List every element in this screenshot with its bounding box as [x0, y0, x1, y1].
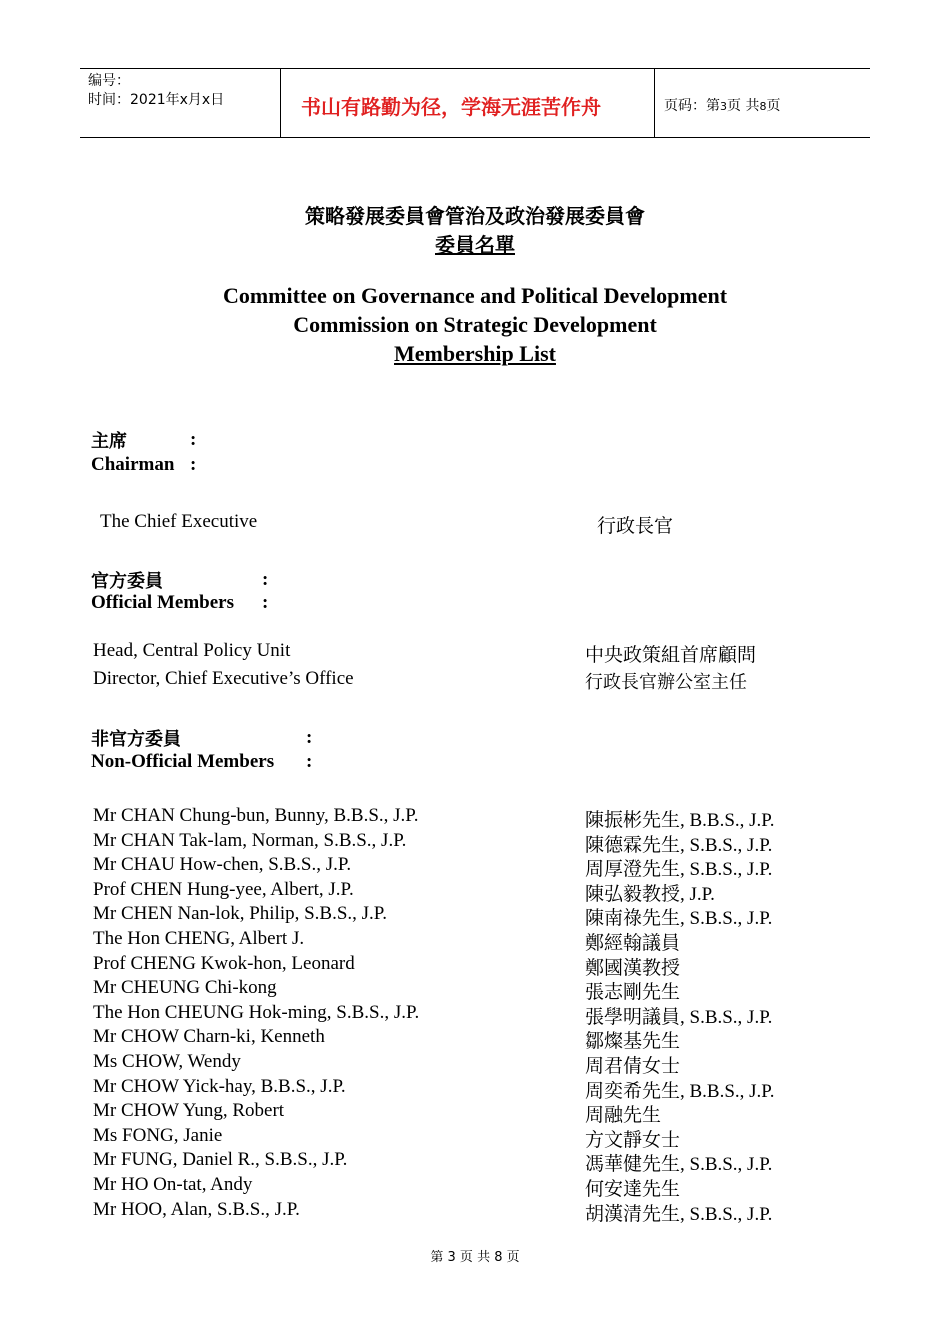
member-name-en: Director, Chief Executive’s Office [93, 668, 354, 689]
member-name-en: Mr CHEUNG Chi-kong [93, 977, 277, 999]
member-name-zh: 陳弘毅教授, J.P. [585, 883, 715, 905]
document-number-label: 编号： [88, 73, 130, 89]
member-name-zh: 周融先生 [585, 1105, 662, 1127]
member-name-en: Prof CHEN Hung-yee, Albert, J.P. [93, 878, 354, 900]
non-official-colon-zh: : [306, 727, 313, 748]
header-motto-cell [281, 69, 655, 137]
page-total: 8 [759, 100, 767, 113]
member-row [0, 1149, 950, 1176]
member-name-en: Mr HOO, Alan, S.B.S., J.P. [93, 1198, 300, 1220]
member-row [0, 977, 950, 1004]
page-current: 3 [720, 100, 727, 113]
member-name-en: Ms CHOW, Wendy [93, 1051, 241, 1072]
title-zh-line1: 策略發展委員會管治及政治發展委員會 [305, 204, 645, 228]
official-row [0, 640, 950, 664]
header-page-cell [655, 69, 870, 137]
member-row [0, 830, 950, 854]
footer-word: 页 [506, 1250, 520, 1265]
header-meta [80, 69, 281, 137]
official-colon-zh: : [262, 569, 269, 590]
chairman-row [0, 511, 950, 535]
member-row [0, 1174, 950, 1198]
member-name-en: Mr CHAN Chung-bun, Bunny, B.B.S., J.P. [93, 805, 419, 826]
member-name-en: Mr CHOW Charn-ki, Kenneth [93, 1026, 325, 1048]
member-name-zh: 鄭經翰議員 [585, 933, 681, 954]
member-name-en: Mr CHAN Tak-lam, Norman, S.B.S., J.P. [93, 829, 407, 851]
header-page-number [664, 95, 780, 115]
member-row [0, 854, 950, 881]
non-official-colon-en: : [306, 751, 313, 772]
header-motto: 书山有路勤为径，学海无涯苦作舟 [301, 95, 601, 119]
member-name-zh: 陳德霖先生, S.B.S., J.P. [585, 834, 773, 856]
member-row [0, 879, 950, 903]
non-official-label-zh: 非官方委員 [91, 729, 181, 750]
member-name-zh: 張學明議員, S.B.S., J.P. [585, 1006, 773, 1028]
member-name-zh: 張志剛先生 [585, 982, 681, 1004]
member-name-en: Ms FONG, Janie [93, 1124, 223, 1146]
official-label-zh: 官方委員 [91, 571, 163, 592]
title-en-line2: Commission on Strategic Development [293, 312, 657, 337]
document-time-label: 时间：2021年x月x日 [88, 92, 225, 108]
page-mid: 页 共 [727, 98, 760, 114]
member-name-zh: 鄭國漢教授 [585, 957, 681, 979]
member-row [0, 1002, 950, 1026]
chairman-colon-en: : [190, 454, 197, 475]
member-name-zh: 行政長官 [597, 516, 674, 537]
member-name-en: The Hon CHEUNG Hok-ming, S.B.S., J.P. [93, 1001, 420, 1023]
member-row [0, 1076, 950, 1100]
member-name-en: Mr HO On-tat, Andy [93, 1174, 253, 1195]
member-row [0, 1100, 950, 1127]
member-name-zh: 周君倩女士 [585, 1056, 681, 1077]
member-name-zh: 胡漢清先生, S.B.S., J.P. [585, 1203, 773, 1225]
member-row [0, 1199, 950, 1223]
member-name-en: Mr CHEN Nan-lok, Philip, S.B.S., J.P. [93, 903, 388, 925]
member-row [0, 903, 950, 930]
title-zh-line2: 委員名單 [435, 233, 515, 257]
member-name-zh: 陳南祿先生, S.B.S., J.P. [585, 908, 773, 930]
member-name-en: Mr FUNG, Daniel R., S.B.S., J.P. [93, 1149, 348, 1171]
member-name-zh: 何安達先生 [585, 1179, 681, 1200]
chairman-colon-zh: : [190, 429, 197, 450]
non-official-label-en: Non-Official Members [91, 751, 275, 772]
chairman-label-zh: 主席 [91, 431, 127, 452]
official-label-en: Official Members [91, 592, 234, 613]
member-name-en: Prof CHENG Kwok-hon, Leonard [93, 952, 355, 974]
page-header [80, 68, 870, 138]
footer-page-total: 8 [494, 1250, 503, 1265]
member-name-en: The Hon CHENG, Albert J. [93, 928, 305, 949]
official-row [0, 668, 950, 692]
member-name-en: The Chief Executive [100, 511, 258, 532]
member-name-zh: 陳振彬先生, B.B.S., J.P. [585, 810, 775, 831]
member-name-en: Mr CHOW Yung, Robert [93, 1100, 285, 1122]
member-row [0, 1051, 950, 1075]
footer-word: 第 [430, 1250, 444, 1265]
member-name-zh: 周厚澄先生, S.B.S., J.P. [585, 859, 773, 881]
title-en-line1: Committee on Governance and Political Development [222, 283, 728, 308]
title-en-line3: Membership List [394, 341, 556, 366]
member-name-en: Mr CHOW Yick-hay, B.B.S., J.P. [93, 1075, 346, 1097]
member-row [0, 1125, 950, 1149]
member-name-zh: 周奕希先生, B.B.S., J.P. [585, 1080, 775, 1102]
footer-page-current: 3 [447, 1250, 456, 1265]
member-name-zh: 中央政策組首席顧問 [585, 645, 757, 666]
member-name-zh: 鄒燦基先生 [585, 1031, 681, 1053]
member-name-en: Head, Central Policy Unit [93, 640, 291, 661]
chairman-label-en: Chairman [91, 454, 175, 475]
member-name-zh: 行政長官辦公室主任 [585, 672, 747, 692]
member-name-zh: 馮華健先生, S.B.S., J.P. [585, 1154, 773, 1176]
member-row [0, 1026, 950, 1053]
official-colon-en: : [262, 592, 269, 613]
member-row [0, 928, 950, 952]
member-name-en: Mr CHAU How-chen, S.B.S., J.P. [93, 854, 352, 876]
member-row [0, 805, 950, 829]
footer-word: 页 [459, 1250, 473, 1265]
member-row [0, 953, 950, 977]
page-prefix: 页码：第 [664, 98, 720, 114]
page-suffix: 页 [766, 98, 781, 114]
footer-word: 共 [477, 1250, 491, 1265]
member-name-zh: 方文靜女士 [585, 1129, 681, 1151]
page-footer [0, 1246, 950, 1265]
